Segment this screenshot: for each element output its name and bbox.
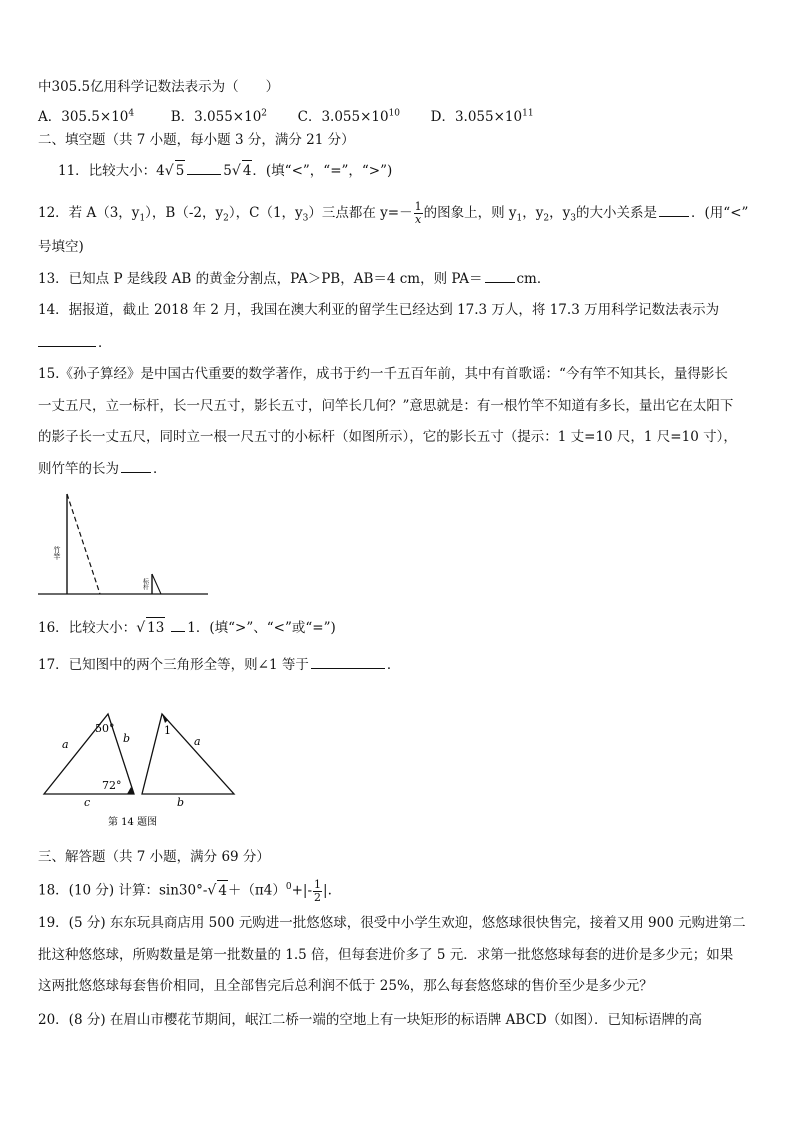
option-c: C．$3.055\times 10^{10}$: [297, 108, 401, 125]
q12: 12．若 A（3，$y_1$），B（-2，$y_2$），C（1，$y_3$）三点都在 y=－ $\frac{1}{x}$ 的图象上，则 $y_1$，$y_2$，$y_3$的大小关系是 ．(用“<”: [38, 200, 749, 226]
q12-fraction: $\frac{1}{x}$: [414, 200, 422, 226]
q10-stem: 中305.5亿用科学记数法表示为（ ）: [38, 79, 280, 95]
q12-answer-blank[interactable]: [659, 202, 689, 217]
q19-line-2: 批这种悠悠球，所购数量是第一批数量的 1.5 倍，但每套进价多了 5 元．求第一批悠悠球每套的进价是多少元；如果: [38, 947, 734, 963]
angle-mark-1: [162, 714, 168, 723]
figure-caption: 第 14 题图: [108, 817, 158, 828]
q16-answer-blank[interactable]: [171, 617, 185, 632]
section3-title: 三、解答题（共 7 小题，满分 69 分）: [38, 849, 270, 865]
label-left-c: c: [84, 796, 91, 809]
stick-label: 标杆: [141, 578, 149, 590]
q15-line-4: 则竹竿的长为 ．: [38, 458, 167, 479]
label-50: 50°: [95, 722, 115, 735]
stick-shadow-ray: [152, 574, 161, 594]
q20-line-1: 20．(8 分) 在眉山市樱花节期间，岷江二桥一端的空地上有一块矩形的标语牌 ABCD（如图）．已知标语牌的高: [38, 1012, 702, 1028]
q17: 17．已知图中的两个三角形全等，则∠1 等于 ．: [38, 654, 400, 675]
label-right-a: a: [194, 735, 201, 748]
option-d: D．$3.055\times 10^{11}$: [430, 108, 534, 125]
q17-figure: [36, 700, 246, 832]
q14: 14．据报道，截止 2018 年 2 月，我国在澳大利亚的留学生已经达到 17.3 万人，将 17.3 万用科学记数法表示为: [38, 302, 720, 318]
q13: 13．已知点 P 是线段 AB 的黄金分割点，PA＞PB，AB＝4 cm，则 PA＝ cm．: [38, 268, 550, 289]
q13-answer-blank[interactable]: [485, 268, 515, 283]
section2-title: 二、填空题（共 7 小题，每小题 3 分，满分 21 分）: [38, 132, 355, 148]
q17-answer-blank[interactable]: [311, 654, 385, 669]
q18-fraction: $\frac{1}{2}$: [314, 877, 322, 904]
label-right-1: 1: [164, 724, 171, 737]
pole-label: 竹竿: [53, 546, 61, 560]
option-b: B．$3.055\times 10^2$: [170, 108, 268, 125]
pole-shadow-ray: [67, 494, 100, 594]
right-triangle: [142, 714, 234, 794]
q15-answer-blank[interactable]: [121, 458, 151, 473]
q15-line-2: 一丈五尺，立一标杆，长一尺五寸，影长五寸，问竿长几何？”意思就是：有一根竹竿不知道有多长，量出它在太阳下: [38, 398, 734, 414]
q19-line-3: 这两批悠悠球每套售价相同，且全部售完后总利润不低于 25%，那么每套悠悠球的售价至少是多少元？: [38, 978, 653, 994]
q15-line-1: 15.《孙子算经》是中国古代重要的数学著作，成书于约一千五百年前，其中有首歌谣：“今有竿不知其长，量得影长: [38, 366, 728, 382]
q18: 18．(10 分) 计算：sin30°-√ $4+(\pi 4)^0+|-$ $\frac{1}{2}$ |.: [38, 877, 332, 904]
label-left-a: a: [62, 738, 69, 751]
q14-answer-blank[interactable]: [38, 332, 96, 347]
q14-line2: ．: [38, 332, 112, 353]
q19-line-1: 19．(5 分) 东东玩具商店用 500 元购进一批悠悠球，很受中小学生欢迎，悠悠球很快售完，接着又用 900 元购进第二: [38, 915, 746, 931]
label-right-b: b: [177, 796, 185, 809]
q11: 11．比较大小：4√ 5 5√ 4．(填“<”，“=”，“>”): [58, 160, 392, 181]
q12-line2: 号填空): [38, 239, 84, 255]
option-a: A．$305.5\times 10^4$: [38, 108, 135, 125]
label-left-b: b: [123, 732, 131, 745]
q10-options: [38, 103, 534, 127]
label-72: 72°: [102, 779, 122, 792]
q16: 16．比较大小：√ 13 1．(填“>”、“<”或“=”): [38, 617, 336, 638]
q15-figure: [34, 488, 214, 600]
q15-line-3: 的影子长一丈五尺，同时立一根一尺五寸的小标杆（如图所示），它的影长五寸（提示：1 丈=10 尺，1 尺=10 寸），: [38, 429, 737, 445]
q11-answer-blank[interactable]: [187, 160, 221, 175]
